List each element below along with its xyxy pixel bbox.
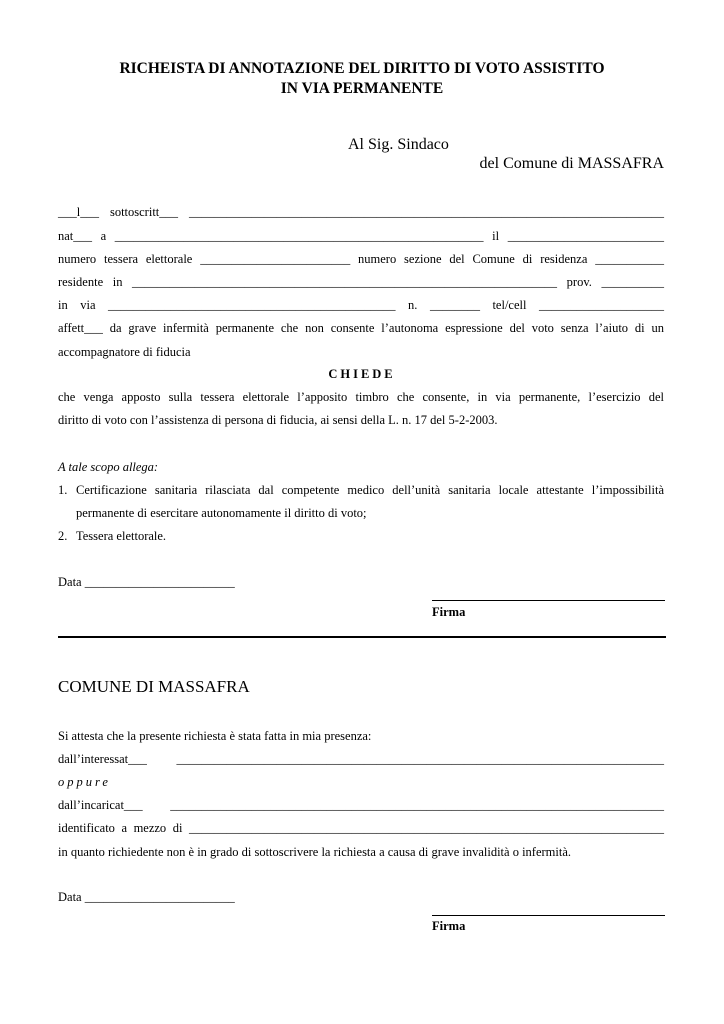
attachment-1-number: 1. — [58, 483, 68, 497]
form-line-infirmity: affett___ da grave infermità permanente che non consente l’autonoma espressione del voto senza l’aiuto di un — [58, 321, 664, 335]
section-divider — [58, 636, 666, 638]
attestation-intro: Si attesta che la presente richiesta è stata fatta in mia presenza: — [58, 729, 372, 743]
attestation-or: oppure — [58, 775, 111, 789]
date-field-1: Data ________________________ — [58, 575, 235, 589]
form-line-subscriber: ___l___ sottoscritt___ ____________________________________________________________________________ — [58, 205, 664, 219]
addressee-line1: Al Sig. Sindaco — [348, 136, 449, 153]
signature-line-2 — [432, 915, 665, 916]
attestation-interested-line: dall’interessat___ ______________________________________________________________________________ — [58, 752, 664, 766]
attestation-reason: in quanto richiedente non è in grado di sottoscrivere la richiesta a causa di grave invalidità o infermità. — [58, 845, 572, 859]
document-title-line1: RICHEISTA DI ANNOTAZIONE DEL DIRITTO DI VOTO ASSISTITO — [119, 60, 605, 77]
document-title-line2: IN VIA PERMANENTE — [280, 80, 444, 97]
signature-label-1: Firma — [432, 605, 466, 619]
form-line-birth: nat___ a ___________________________________________________________ il _________________________ — [58, 229, 664, 243]
attachment-1-line1: Certificazione sanitaria rilasciata dal competente medico dell’unità sanitaria locale attestante l’impossibilità — [76, 483, 664, 497]
addressee-line2: del Comune di MASSAFRA — [479, 155, 664, 172]
form-line-residence: residente in ____________________________________________________________________ prov. __________ — [58, 275, 664, 289]
request-text-line2: diritto di voto con l’assistenza di persona di fiducia, ai sensi della L. n. 17 del 5-2-2003. — [58, 413, 498, 427]
attestation-delegate-line: dall’incaricat___ _______________________________________________________________________________ — [58, 798, 664, 812]
form-line-companion: accompagnatore di fiducia — [58, 345, 191, 359]
attestation-identified-line: identificato a mezzo di ____________________________________________________________________________ — [58, 821, 664, 835]
form-line-card-section: numero tessera elettorale ________________________ numero sezione del Comune di residenza ___________ — [58, 252, 664, 266]
request-text-line1: che venga apposto sulla tessera elettorale l’apposito timbro che consente, in via permanente, l’esercizio del — [58, 390, 664, 404]
signature-line-1 — [432, 600, 665, 601]
form-line-address: in via ______________________________________________ n. ________ tel/cell ____________________ — [58, 298, 664, 312]
date-field-2: Data ________________________ — [58, 890, 235, 904]
request-heading: CHIEDE — [328, 367, 396, 381]
municipality-heading: COMUNE DI MASSAFRA — [58, 677, 250, 696]
attachments-intro: A tale scopo allega: — [58, 460, 159, 474]
attachment-2-text: Tessera elettorale. — [76, 529, 167, 543]
signature-label-2: Firma — [432, 919, 466, 933]
attachment-2-number: 2. — [58, 529, 68, 543]
attachment-1-line2: permanente di esercitare autonomamente il diritto di voto; — [76, 506, 367, 520]
